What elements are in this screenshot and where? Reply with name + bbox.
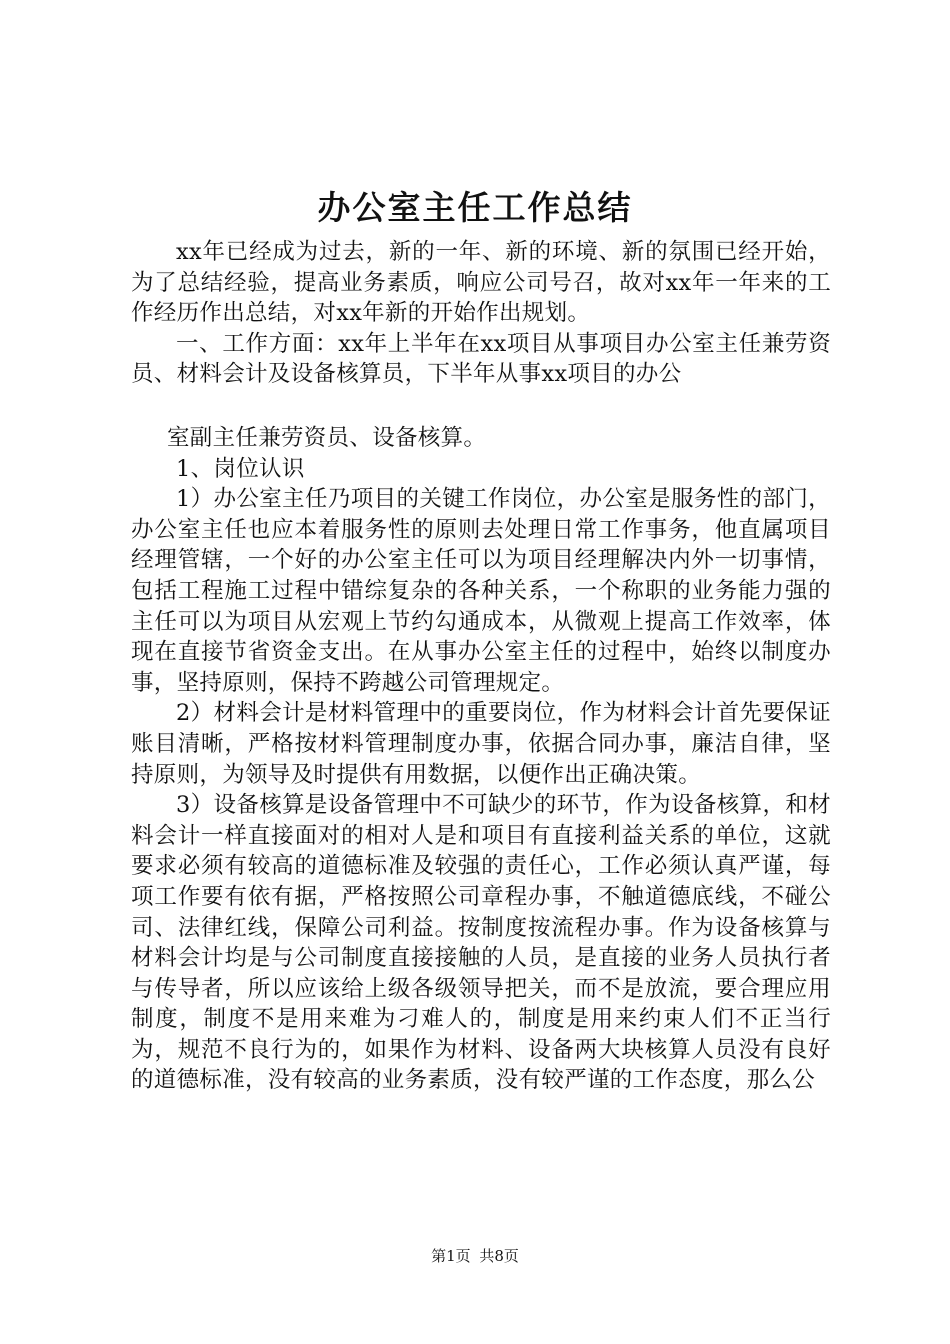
section-heading-position: 1、岗位认识 <box>176 455 305 482</box>
body-block-bottom <box>131 423 831 1096</box>
paragraph-work-aspect: 一、工作方面：xx年上半年在xx项目从事项目办公室主任兼劳资员、材料会计及设备核算员，下半年从事xx项目的办公 <box>131 330 831 388</box>
page-total: 共8页 <box>479 1247 519 1265</box>
paragraph-material-accountant: 2）材料会计是材料管理中的重要岗位，作为材料会计首先要保证账目清晰，严格按材料管理制度办事，依据合同办事，廉洁自律，坚持原则，为领导及时提供有用数据，以便作出正确决策。 <box>131 700 831 788</box>
paragraph-office-director: 1）办公室主任乃项目的关键工作岗位，办公室是服务性的部门，办公室主任也应本着服务性的原则去处理日常工作事务，他直属项目经理管辖，一个好的办公室主任可以为项目经理解决内外一切事情，包括工程施工过程中错综复杂的各种关系，一个称职的业务能力强的主任可以为项目从宏观上节约勾通成本，从微观上提高工作效率，体现在直接节省资金支出。在从事办公室主任的过程中，始终以制度办事，坚持原则，保持不跨越公司管理规定。 <box>131 486 831 696</box>
page-footer <box>0 1246 950 1266</box>
page-number: 第1页 <box>431 1247 471 1265</box>
paragraph-equipment-accounting: 3）设备核算是设备管理中不可缺少的环节，作为设备核算，和材料会计一样直接面对的相对人是和项目有直接利益关系的单位，这就要求必须有较高的道德标准及较强的责任心，工作必须认真严谨，每项工作要有依有据，严格按照公司章程办事，不触道德底线，不碰公司、法律红线，保障公司利益。按制度按流程办事。作为设备核算与材料会计均是与公司制度直接接触的人员，是直接的业务人员执行者与传导者，所以应该给上级各级领导把关，而不是放流，要合理应用制度，制度不是用来难为刁难人的，制度是用来约束人们不正当行为，规范不良行为的，如果作为材料、设备两大块核算人员没有良好的道德标准，没有较高的业务素质，没有较严谨的工作态度，那么公 <box>131 792 831 1094</box>
body-block-top <box>131 237 831 390</box>
document-title: 办公室主任工作总结 <box>317 188 633 227</box>
paragraph-continuation: 室副主任兼劳资员、设备核算。 <box>167 425 487 451</box>
paragraph-intro: xx年已经成为过去，新的一年、新的环境、新的氛围已经开始，为了总结经验，提高业务素质，响应公司号召，故对xx年一年来的工作经历作出总结，对xx年新的开始作出规划。 <box>131 239 831 327</box>
